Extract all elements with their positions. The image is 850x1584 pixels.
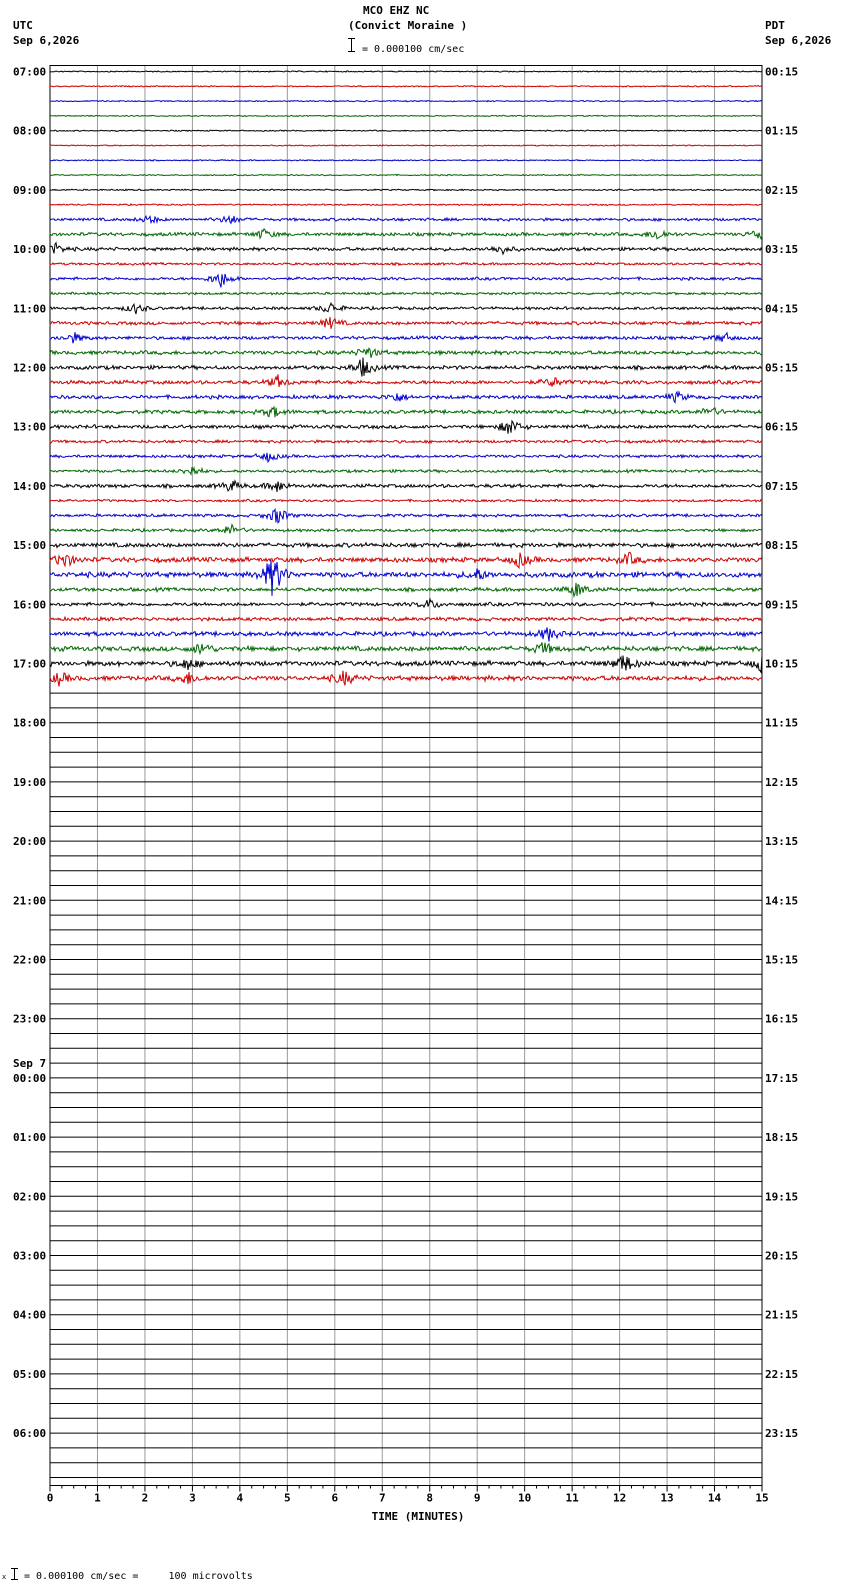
right-timezone: PDT	[765, 19, 785, 32]
trace-line	[50, 332, 762, 343]
trace-line	[50, 499, 762, 502]
trace-line	[50, 421, 762, 434]
trace-line	[50, 216, 762, 223]
pdt-hour-label: 14:15	[765, 894, 799, 908]
utc-hour-label: 01:00	[13, 1131, 47, 1145]
pdt-hour-label: 00:15	[765, 65, 799, 79]
pdt-hour-label: 09:15	[765, 598, 799, 612]
utc-hour-label: 00:00	[13, 1071, 47, 1085]
trace-line	[50, 189, 762, 191]
utc-hour-label: 18:00	[13, 716, 47, 730]
trace-line	[50, 642, 762, 653]
trace-line	[50, 543, 762, 548]
utc-hour-label: 13:00	[13, 420, 47, 434]
utc-hour-label: 07:00	[13, 65, 47, 79]
trace-line	[50, 392, 762, 402]
utc-hour-label: 21:00	[13, 894, 47, 908]
trace-line	[50, 525, 762, 534]
pdt-hour-label: 02:15	[765, 183, 799, 197]
trace-line	[50, 204, 762, 206]
trace-line	[50, 617, 762, 621]
pdt-hour-label: 03:15	[765, 243, 799, 257]
pdt-hour-label: 08:15	[765, 539, 799, 553]
trace-line	[50, 509, 762, 522]
utc-hour-label: 22:00	[13, 953, 47, 967]
pdt-hour-label: 10:15	[765, 657, 799, 671]
pdt-hour-label: 23:15	[765, 1427, 799, 1441]
utc-hour-label: 20:00	[13, 835, 47, 849]
utc-hour-label: 17:00	[13, 657, 47, 671]
station-title: MCO EHZ NC	[363, 4, 430, 17]
pdt-hour-label: 01:15	[765, 124, 799, 138]
x-tick-label: 12	[612, 1491, 627, 1505]
utc-hour-label: 15:00	[13, 539, 47, 553]
utc-hour-label: 16:00	[13, 598, 47, 612]
x-tick-label: 7	[378, 1491, 386, 1505]
pdt-hour-label: 20:15	[765, 1249, 799, 1263]
pdt-hour-label: 22:15	[765, 1367, 799, 1381]
x-tick-label: 0	[46, 1491, 54, 1505]
trace-line	[50, 174, 762, 175]
x-tick-label: 9	[473, 1491, 481, 1505]
pdt-hour-label: 16:15	[765, 1012, 799, 1026]
trace-line	[50, 130, 762, 131]
trace-line	[50, 115, 762, 116]
scale-label: = 0.000100 cm/sec	[362, 44, 465, 55]
x-tick-label: 6	[331, 1491, 339, 1505]
utc-hour-label: 14:00	[13, 479, 47, 493]
utc-hour-label: 10:00	[13, 243, 47, 257]
pdt-hour-labels	[765, 66, 798, 1441]
trace-line	[50, 101, 762, 102]
left-timezone: UTC	[13, 19, 33, 32]
scale-bar-cap-top	[348, 38, 355, 39]
utc-hour-label: 08:00	[13, 124, 47, 138]
trace-line	[50, 229, 762, 239]
utc-hour-label: 02:00	[13, 1190, 47, 1204]
utc-hour-label: 23:00	[13, 1012, 47, 1026]
pdt-hour-label: 15:15	[765, 953, 799, 967]
utc-hour-label: 06:00	[13, 1427, 47, 1441]
pdt-hour-label: 12:15	[765, 775, 799, 789]
seismic-traces	[50, 71, 762, 1478]
trace-line	[50, 145, 762, 146]
x-tick-label: 4	[236, 1491, 244, 1505]
utc-hour-label: 12:00	[13, 361, 47, 375]
x-tick-label: 10	[518, 1491, 532, 1505]
x-axis-title: TIME (MINUTES)	[371, 1510, 465, 1523]
trace-line	[50, 671, 762, 687]
pdt-hour-label: 17:15	[765, 1071, 799, 1085]
footer-scale-note: = 0.000100 cm/sec = 100 microvolts	[24, 1571, 253, 1582]
scale-bar-cap-bottom	[348, 51, 355, 52]
x-tick-label: 1	[94, 1491, 101, 1505]
trace-line	[50, 292, 762, 295]
trace-line	[50, 71, 762, 72]
trace-line	[50, 317, 762, 329]
pdt-hour-label: 21:15	[765, 1308, 799, 1322]
trace-line	[50, 453, 762, 462]
utc-hour-label: 04:00	[13, 1308, 47, 1322]
trace-line	[50, 374, 762, 387]
trace-line	[50, 86, 762, 87]
x-tick-label: 8	[426, 1491, 434, 1505]
footer-scale-cap-bottom	[11, 1579, 18, 1580]
x-tick-label: 2	[141, 1491, 149, 1505]
pdt-hour-label: 04:15	[765, 302, 799, 316]
x-tick-label: 14	[707, 1491, 722, 1505]
trace-line	[50, 274, 762, 288]
trace-line	[50, 160, 762, 161]
scale-bar-icon	[351, 38, 352, 52]
pdt-hour-label: 13:15	[765, 835, 799, 849]
pdt-hour-label: 19:15	[765, 1190, 799, 1204]
utc-hour-label: 03:00	[13, 1249, 47, 1263]
trace-line	[50, 655, 762, 672]
trace-line	[50, 440, 762, 443]
trace-line	[50, 303, 762, 314]
trace-line	[50, 467, 762, 474]
pdt-hour-label: 06:15	[765, 420, 799, 434]
trace-line	[50, 552, 762, 568]
trace-line	[50, 481, 762, 492]
trace-line	[50, 407, 762, 417]
trace-line	[50, 348, 762, 358]
trace-line	[50, 627, 762, 641]
pdt-hour-label: 18:15	[765, 1131, 799, 1145]
x-tick-label: 15	[755, 1491, 769, 1505]
x-axis	[47, 1486, 769, 1505]
x-tick-label: 3	[189, 1491, 196, 1505]
trace-line	[50, 358, 762, 377]
pdt-hour-label: 11:15	[765, 716, 799, 730]
left-date: Sep 6,2026	[13, 34, 80, 47]
x-tick-label: 5	[284, 1491, 291, 1505]
station-location: (Convict Moraine )	[348, 19, 468, 32]
utc-hour-labels	[13, 66, 46, 1441]
pdt-hour-label: 07:15	[765, 479, 799, 493]
pdt-hour-label: 05:15	[765, 361, 799, 375]
utc-hour-label: 11:00	[13, 302, 47, 316]
date-change-label: Sep 7	[13, 1056, 47, 1070]
utc-hour-label: 05:00	[13, 1367, 47, 1381]
trace-line	[50, 263, 762, 266]
trace-line	[50, 583, 762, 596]
trace-line	[50, 599, 762, 607]
utc-hour-label: 09:00	[13, 183, 47, 197]
x-tick-label: 11	[565, 1491, 579, 1505]
x-tick-label: 13	[660, 1491, 674, 1505]
trace-line	[50, 243, 762, 254]
utc-hour-label: 19:00	[13, 775, 47, 789]
right-date: Sep 6,2026	[765, 34, 832, 47]
footer-scale-cap-top	[11, 1568, 18, 1569]
footer-marker: x	[2, 1573, 7, 1581]
